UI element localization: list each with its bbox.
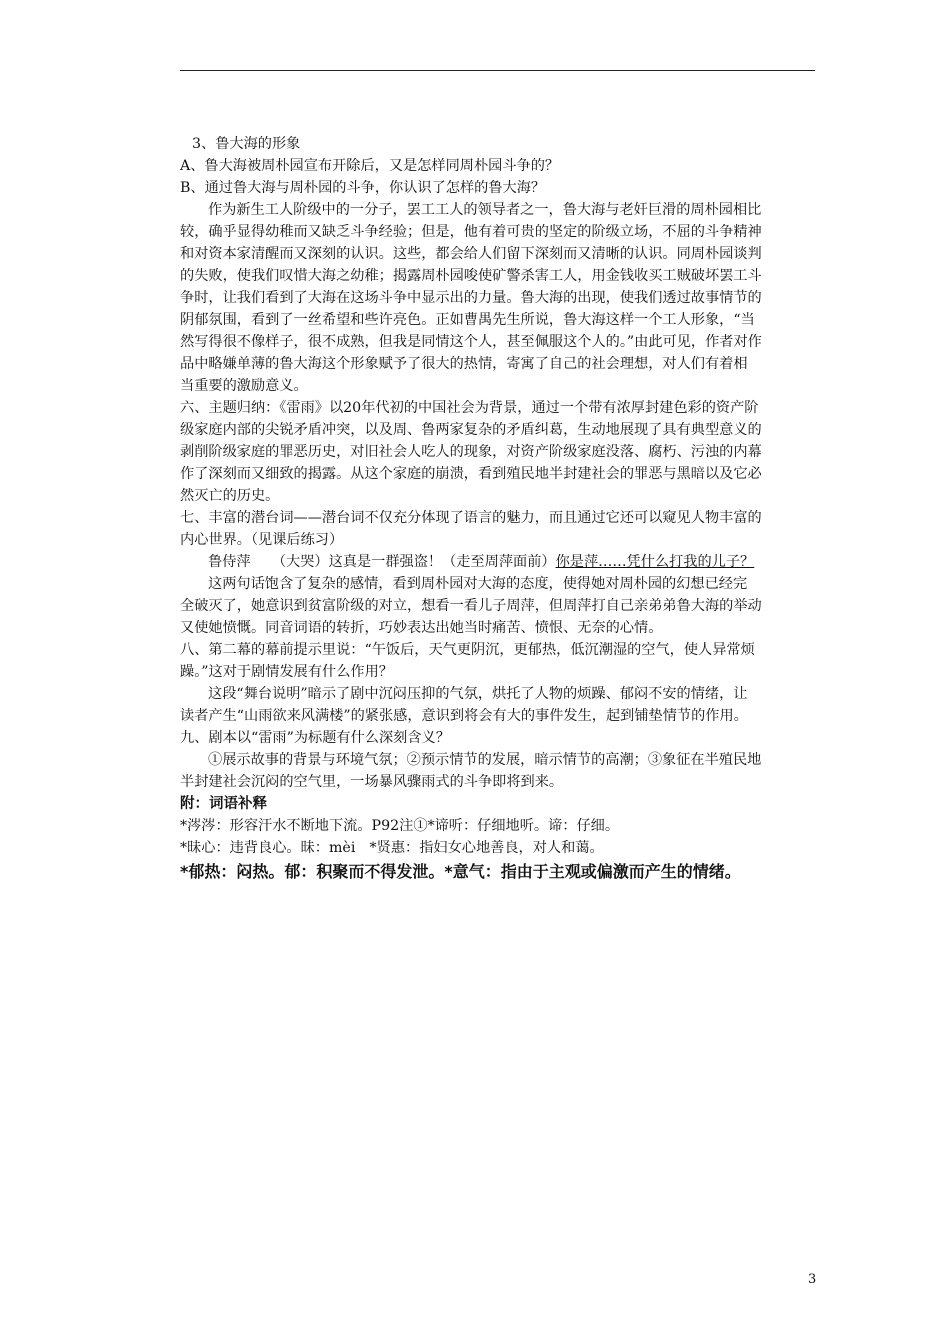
section-9-answer: 半封建社会沉闷的空气里，一场暴风骤雨式的斗争即将到来。 bbox=[180, 774, 564, 790]
section-6-line: 作了深刻而又细致的揭露。从这个家庭的崩溃，看到殖民地半封建社会的罪恶与黑暗以及它必 bbox=[180, 466, 762, 482]
dialogue-line bbox=[180, 551, 860, 573]
paragraph-line: 和对资本家清醒而又深刻的认识。这些，都会给人们留下深刻而又清晰的认识。同周朴园谈判 bbox=[180, 246, 762, 262]
page-number: 3 bbox=[808, 1272, 817, 1287]
document-body bbox=[180, 133, 860, 884]
dialogue-prefix: 鲁侍萍 （大哭）这真是一群强盗！（走至周萍面前） bbox=[208, 554, 556, 570]
paragraph-line: 争时，让我们看到了大海在这场斗争中显示出的力量。鲁大海的出现，使我们透过故事情节的 bbox=[180, 290, 762, 306]
section-6-line: 级家庭内部的尖锐矛盾冲突，以及周、鲁两家复杂的矛盾纠葛，生动地展现了具有典型意义的 bbox=[180, 422, 762, 438]
question-b: B、通过鲁大海与周朴园的斗争，你认识了怎样的鲁大海？ bbox=[180, 180, 546, 196]
paragraph-line: 品中略嫌单薄的鲁大海这个形象赋予了很大的热情，寄寓了自己的社会理想，对人们有着相 bbox=[180, 356, 748, 372]
section-6-line: 六、主题归纳：《雷雨》以20年代初的中国社会为背景，通过一个带有浓厚封建色彩的资产阶 bbox=[180, 400, 759, 416]
header-rule bbox=[180, 70, 815, 71]
question-a: A、鲁大海被周朴园宣布开除后，又是怎样同周朴园斗争的？ bbox=[180, 158, 560, 174]
paragraph-line: 当重要的激励意义。 bbox=[180, 378, 308, 394]
section-7-line: 内心世界。（见课后练习） bbox=[180, 532, 344, 548]
section-6-line: 剥削阶级家庭的罪恶历史，对旧社会人吃人的现象，对资产阶级家庭没落、腐朽、污浊的内幕 bbox=[180, 444, 762, 460]
dialogue-underlined: 你是萍……凭什么打我的儿子？ bbox=[555, 554, 755, 570]
paragraph-line: 阴郁氛围，看到了一丝希望和些许亮色。正如曹禺先生所说，鲁大海这样一个工人形象，“当 bbox=[180, 312, 755, 328]
section-8-answer: 读者产生“山雨欲来风满楼”的紧张感，意识到将会有大的事件发生，起到铺垫情节的作用。 bbox=[180, 708, 748, 724]
paragraph-line: 较，确乎显得幼稚而又缺乏斗争经验；但是，他有着可贵的坚定的阶级立场，不屈的斗争精神 bbox=[180, 224, 762, 240]
appendix-item: *涔涔：形容汗水不断地下流。P92注①*谛听：仔细地听。谛：仔细。 bbox=[180, 818, 620, 834]
section-9-answer: ①展示故事的背景与环境气氛；②预示情节的发展，暗示情节的高潮；③象征在半殖民地 bbox=[208, 752, 762, 768]
section-6-line: 然灭亡的历史。 bbox=[180, 488, 280, 504]
paragraph-line: 然写得很不像样子，很不成熟，但我是同情这个人，甚至佩服这个人的。”由此可见，作者对作 bbox=[180, 334, 762, 350]
analysis-line: 全破灭了，她意识到贫富阶级的对立，想看一看儿子周萍，但周萍打自己亲弟弟鲁大海的举动 bbox=[180, 598, 762, 614]
section-8-line: 八、第二幕的幕前提示里说：“午饭后，天气更阴沉，更郁热，低沉潮湿的空气，使人异常烦 bbox=[180, 642, 755, 658]
section-8-line: 躁。”这对于剧情发展有什么作用？ bbox=[180, 664, 393, 680]
paragraph-line: 的失败，使我们叹惜大海之幼稚；揭露周朴园唆使矿警杀害工人，用金钱收买工贼破坏罢工斗 bbox=[180, 268, 762, 284]
section-7-line: 七、丰富的潜台词——潜台词不仅充分体现了语言的魅力，而且通过它还可以窥见人物丰富的 bbox=[180, 510, 762, 526]
section-9-question: 九、剧本以“雷雨”为标题有什么深刻含义？ bbox=[180, 730, 450, 746]
paragraph-line: 作为新生工人阶级中的一分子，罢工工人的领导者之一，鲁大海与老奸巨滑的周朴园相比 bbox=[208, 202, 762, 218]
analysis-line: 这两句话饱含了复杂的感情，看到周朴园对大海的态度，使得她对周朴园的幻想已经完 bbox=[208, 576, 748, 592]
appendix-item: *昧心：违背良心。昧：mèi *贤惠：指妇女心地善良，对人和蔼。 bbox=[180, 840, 604, 856]
appendix-big-item: *郁热：闷热。郁：积聚而不得发泄。*意气：指由于主观或偏激而产生的情绪。 bbox=[180, 862, 741, 881]
analysis-line: 又使她愤慨。同音词语的转折，巧妙表达出她当时痛苦、愤恨、无奈的心情。 bbox=[180, 620, 663, 636]
section-8-answer: 这段“舞台说明”暗示了剧中沉闷压抑的气氛，烘托了人物的烦躁、郁闷不安的情绪，让 bbox=[208, 686, 748, 702]
section-3-title: 3、鲁大海的形象 bbox=[192, 136, 301, 152]
appendix-heading: 附：词语补释 bbox=[180, 796, 267, 812]
